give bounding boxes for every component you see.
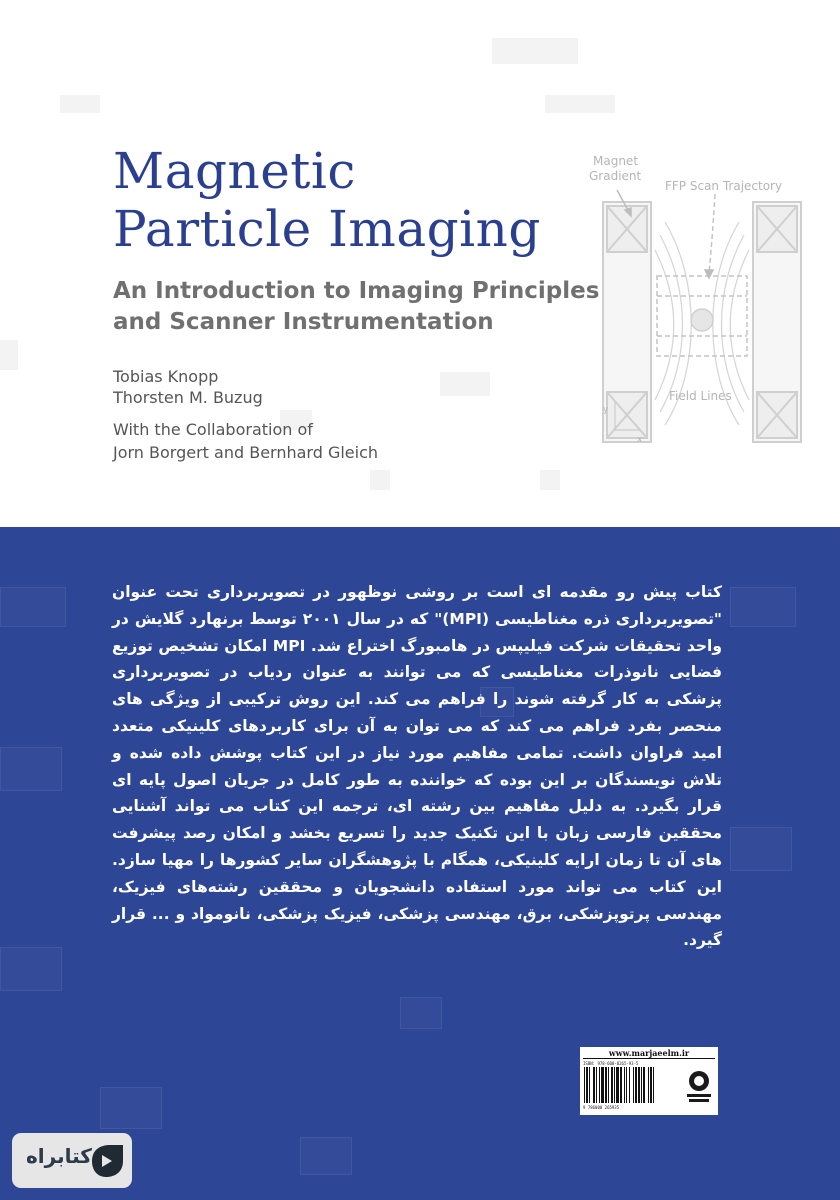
- label-magnet: Magnet: [593, 154, 639, 168]
- author-name: Thorsten M. Buzug: [113, 388, 263, 407]
- barcode-bar: [608, 1067, 609, 1103]
- publisher-logo-icon: [684, 1069, 714, 1105]
- watermark-text: کتابراه: [26, 1144, 92, 1168]
- barcode-bar: [599, 1067, 600, 1103]
- book-subtitle: [113, 276, 599, 338]
- barcode-bar: [589, 1067, 590, 1103]
- barcode-bar: [614, 1067, 615, 1103]
- book-title-line-2: Particle Imaging: [113, 200, 541, 258]
- bg-tile: [400, 997, 442, 1029]
- book-description: کتاب پیش رو مقدمه ای است بر روشی نوظهور در تصویربرداری تحت عنوان "تصویربرداری ذره مغناطیسی (MPI)" که در سال ۲۰۰۱ توسط برنهارد گلایش در واحد تحقیقات شرکت فیلیپس در هامبورگ اختراع شد. MPI امکان تشخیص توزیع فضایی نانوذرات مغناطیسی که می توانند به عنوان ردیاب در تصویربرداری پزشکی به کار گرفته شوند را فراهم می کند. این روش ترکیبی از ویژگی های منحصر بفرد فراهم می کند که می توان به آن برای کاربردهای کلینیکی متعدد امید فراوان داشت. تمامی مفاهیم مورد نیاز در این کتاب پوشش داده شده و تلاش نویسندگان بر این بوده که خواننده به طور کامل در جریان اصول پایه ای قرار بگیرد. به دلیل مفاهیم بین رشته ای، ترجمه این کتاب می تواند آشنایی محققین فارسی زبان با این تکنیک جدید را تسریع بخشد و امکان رصد پیشرفت های آن تا زمان ارایه کلینیکی، همگام با پژوهشگران سایر کشورها را مهیا سازد. این کتاب می تواند مورد استفاده دانشجویان و محققین رشته‌های فیزیک، مهندسی پرتوپزشکی، برق، مهندسی پزشکی، فیزیک پزشکی، نانومواد و ... قرار گیرد.: [112, 583, 722, 950]
- barcode-bar: [620, 1067, 622, 1103]
- barcode-bar: [593, 1067, 595, 1103]
- book-subtitle-line-1: An Introduction to Imaging Principles: [113, 278, 600, 304]
- bg-tile: [100, 1087, 162, 1129]
- bg-tile: [0, 947, 62, 991]
- barcode-bar: [605, 1067, 607, 1103]
- barcode-bar: [601, 1067, 604, 1103]
- label-axis-y: y: [603, 405, 609, 415]
- bg-tile: [730, 827, 792, 871]
- barcode-bar: [629, 1067, 630, 1103]
- bg-tile: [370, 470, 390, 490]
- barcode-bar: [586, 1067, 588, 1103]
- cover-top-section: [0, 0, 840, 527]
- barcode-bar: [653, 1067, 654, 1103]
- book-authors: [113, 366, 263, 408]
- bg-tile: [730, 587, 796, 627]
- barcode-bar: [584, 1067, 585, 1103]
- book-title-line-1: Magnetic: [113, 142, 356, 200]
- barcode-bar: [596, 1067, 597, 1103]
- bg-tile: [540, 470, 560, 490]
- bg-tile: [440, 372, 490, 396]
- bg-tile: [60, 95, 100, 113]
- barcode-bar: [616, 1067, 619, 1103]
- label-ffp-trajectory: FFP Scan Trajectory: [665, 179, 783, 193]
- barcode-bar: [638, 1067, 640, 1103]
- barcode-bar: [643, 1067, 645, 1103]
- label-gradient: Gradient: [589, 169, 642, 183]
- collaboration-line: Jorn Borgert and Bernhard Gleich: [113, 443, 379, 462]
- bg-tile: [545, 95, 615, 113]
- label-field-lines: Field Lines: [669, 389, 732, 403]
- bg-tile: [0, 587, 66, 627]
- author-name: Tobias Knopp: [113, 367, 219, 386]
- collaboration-line: With the Collaboration of: [113, 420, 313, 439]
- bg-tile: [0, 340, 18, 370]
- ffp-point: [691, 309, 713, 331]
- publisher-website: www.marjaeelm.ir: [608, 1048, 690, 1058]
- ketabrah-watermark-badge: [12, 1133, 132, 1188]
- book-title: [113, 142, 541, 258]
- isbn-barcode-box: [580, 1047, 718, 1115]
- barcode-digits: 9 786008 265935: [583, 1105, 620, 1110]
- mpi-scanner-diagram: [585, 150, 815, 450]
- barcode-bars: [584, 1067, 680, 1103]
- barcode-bar: [650, 1067, 652, 1103]
- barcode-bar: [641, 1067, 642, 1103]
- barcode-bar: [624, 1067, 625, 1103]
- barcode-bar: [648, 1067, 649, 1103]
- ketabrah-logo-icon: [88, 1142, 126, 1180]
- bg-tile: [492, 38, 578, 64]
- bg-tile: [0, 747, 62, 791]
- book-subtitle-line-2: and Scanner Instrumentation: [113, 309, 494, 335]
- book-collaboration: [113, 418, 378, 464]
- barcode-bar: [635, 1067, 637, 1103]
- field-line: [655, 250, 674, 400]
- barcode-bar: [626, 1067, 627, 1103]
- cover-bottom-section: [0, 527, 840, 1200]
- bg-tile: [300, 1137, 352, 1175]
- label-axis-x: x: [637, 435, 643, 445]
- field-line: [730, 250, 749, 400]
- isbn-text: ISBN: 978-600-8265-93-5: [583, 1061, 639, 1066]
- field-line: [660, 235, 683, 412]
- barcode-divider: [583, 1058, 715, 1059]
- barcode-bar: [633, 1067, 634, 1103]
- field-line: [722, 235, 745, 412]
- barcode-bar: [611, 1067, 613, 1103]
